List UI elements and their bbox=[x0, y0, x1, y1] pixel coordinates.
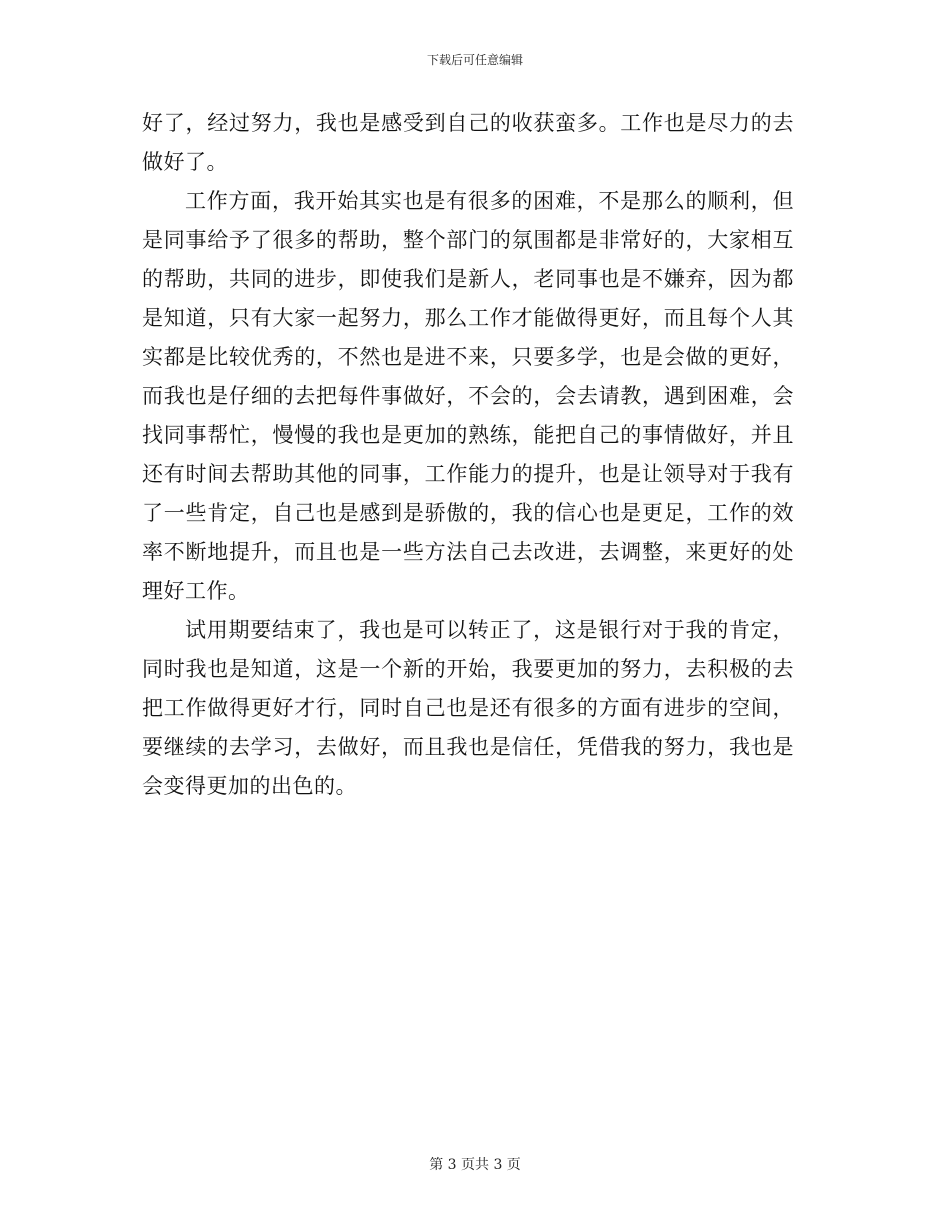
page-header: 下载后可任意编辑 bbox=[426, 53, 523, 67]
document-body bbox=[142, 104, 794, 806]
paragraph-probation: 试用期要结束了，我也是可以转正了，这是银行对于我的肯定，同时我也是知道，这是一个新的开始，我要更加的努力，去积极的去把工作做得更好才行，同时自己也是还有很多的方面有进步的空间，要继续的去学习，去做好，而且我也是信任，凭借我的努力，我也是会变得更加的出色的。 bbox=[142, 618, 794, 798]
paragraph-continued: 好了，经过努力，我也是感受到自己的收获蛮多。工作也是尽力的去做好了。 bbox=[142, 111, 794, 174]
paragraph-work: 工作方面，我开始其实也是有很多的困难，不是那么的顺利，但是同事给予了很多的帮助，整个部门的氛围都是非常好的，大家相互的帮助，共同的进步，即使我们是新人，老同事也是不嫌弃，因为都是知道，只有大家一起努力，那么工作才能做得更好，而且每个人其实都是比较优秀的，不然也是进不来，只要多学，也是会做的更好，而我也是仔细的去把每件事做好，不会的，会去请教，遇到困难，会找同事帮忙，慢慢的我也是更加的熟练，能把自己的事情做好，并且还有时间去帮助其他的同事，工作能力的提升，也是让领导对于我有了一些肯定，自己也是感到是骄傲的，我的信心也是更足，工作的效率不断地提升，而且也是一些方法自己去改进，去调整，来更好的处理好工作。 bbox=[142, 189, 794, 603]
page-number-footer: 第 3 页共 3 页 bbox=[429, 1157, 521, 1173]
